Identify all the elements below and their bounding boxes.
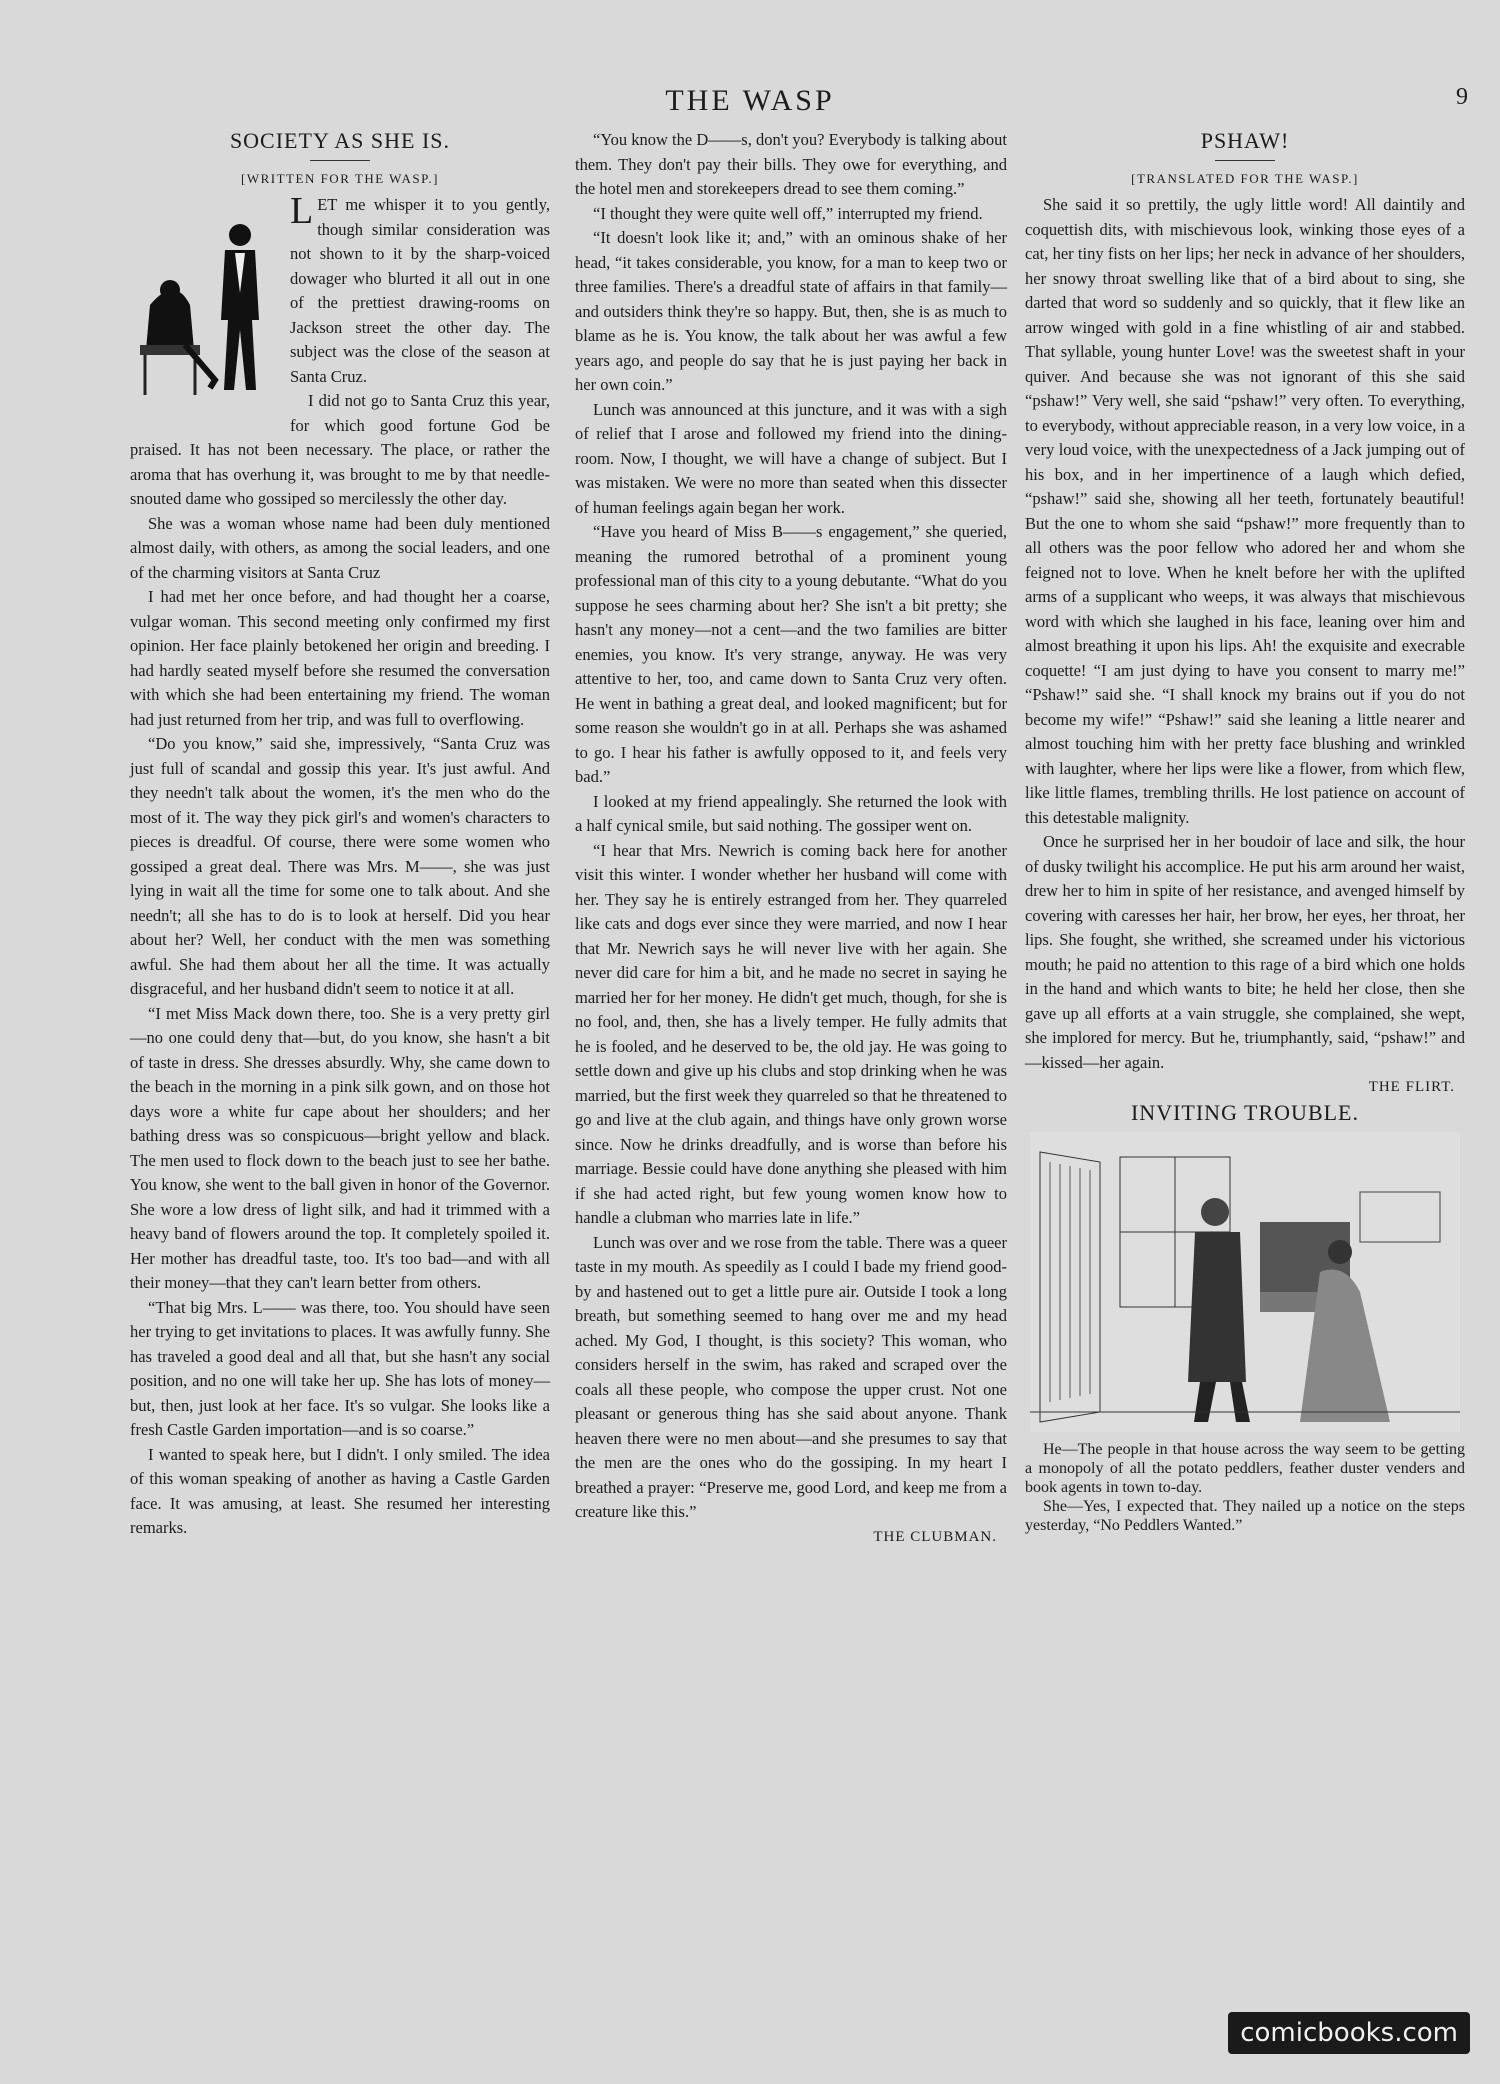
paragraph: I looked at my friend appealingly. She returned the look with a half cynical smile, but said nothing. The gossiper went on. <box>575 791 1007 835</box>
column-pshaw <box>1025 128 1465 1535</box>
paragraph: “That big Mrs. L—— was there, too. You should have seen her trying to get invitations to places. It was awfully funny. She has traveled a good deal and all that, but she hasn't any social position, and no one will take her up. She has lots of money—but, then, just look at her face. It's so vulgar. She looks like a fresh Castle Garden importation—and is so coarse.” <box>130 1297 550 1439</box>
article-signature: THE CLUBMAN. <box>873 1528 997 1545</box>
cartoon-illustration <box>1030 1132 1460 1432</box>
column-continued <box>575 128 1007 1546</box>
paragraph: She was a woman whose name had been duly mentioned almost daily, with others, as among the social leaders, and one of the charming visitors at Santa Cruz <box>130 513 550 582</box>
masthead: THE WASP <box>665 84 835 117</box>
gentlemen-illustration <box>130 195 280 410</box>
paragraph: “Have you heard of Miss B——s engagement,” she queried, meaning the rumored betrothal of a prominent young professional man of this city to a young debutante. “What do you suppose he sees charming about her? She isn't a bit pretty; she hasn't any money—not a cent—and the two families are bitter enemies, you know. It's very strange, anyway. He was very attentive to her, too, and came down to Santa Cruz very often. He went in bathing a great deal, and looked magnificent; but for some reason she wouldn't go in at all. Perhaps she was ashamed to go. I hear his father is awfully opposed to it, and feels very bad.” <box>575 522 1007 786</box>
article-signature: THE FLIRT. <box>1368 1079 1455 1095</box>
paragraph: I wanted to speak here, but I didn't. I only smiled. The idea of this woman speaking of another as having a Castle Garden face. It was amusing, at least. She resumed her interesting remarks. <box>130 1444 550 1537</box>
divider <box>310 160 370 161</box>
column-society <box>130 128 550 1541</box>
watermark: comicbooks.com <box>1228 2012 1470 2054</box>
paragraph: Once he surprised her in her boudoir of lace and silk, the hour of dusky twilight his accomplice. He put his arm around her waist, drew her to him in spite of her resistance, and avenged himself by covering with caresses her hair, her brow, her eyes, her throat, her lips. She fought, she writhed, she screamed under his victorious mouth; he paid no attention to this rage of a bird which one holds in the hand and which wants to bite; he held her close, then she gave up all efforts at a vain struggle, she complained, she wept, she implored for mercy. But he, triumphantly, said, “pshaw!” and—kissed—her again. <box>1025 832 1465 1072</box>
cartoon-title: INVITING TROUBLE. <box>1130 1100 1359 1125</box>
paragraph: “You know the D——s, don't you? Everybody is talking about them. They don't pay their bills. They owe for everything, and the hotel men and storekeepers dread to see them coming.” <box>575 130 1007 198</box>
paragraph: “I met Miss Mack down there, too. She is a very pretty girl—no one could deny that—but, do you know, she hasn't a bit of taste in dress. She dresses absurdly. Why, she came down to the beach in the morning in a pink silk gown, and on those hot days wore a white fur cape about her shoulders; and her bathing dress was so conspicuous—bright yellow and black. The men used to flock down to the beach just to see her bathe. You know, she went to the ball given in honor of the Governor. She wore a low dress of light silk, and had it trimmed with a heavy band of flowers around the top. It completely spoiled it. Her mother has dreadful taste, too. It's too bad—and with all their money—that they can't learn better from others. <box>130 1003 550 1292</box>
paragraph: Lunch was over and we rose from the table. There was a queer taste in my mouth. As speedily as I could I bade my friend good-by and hastened out to get a little pure air. Outside I took a long breath, but something seemed to hang over me and my head ached. My God, I thought, is this society? This woman, who considers herself in the swim, has raked and scraped over the coals all these people, who compose the upper crust. Not one pleasant or generous thing has she said about anyone. Thank heaven there were no men about—and she presumes to say that the men are the ones who do the gossiping. In my heart I breathed a prayer: “Preserve me, good Lord, and keep me from a creature like this.” <box>575 1232 1007 1521</box>
divider <box>1215 160 1275 161</box>
paragraph: I did not go to Santa Cruz this year, for which good fortune God be praised. It has not been necessary. The place, or rather the aroma that has overhung it, was brought to me by that needle-snouted dame who gossiped so mercilessly the other day. <box>130 391 550 508</box>
article-byline: [TRANSLATED FOR THE WASP.] <box>1131 171 1359 186</box>
article-title: PSHAW! <box>1200 128 1290 153</box>
cartoon-caption <box>1025 1440 1465 1535</box>
paragraph: “I hear that Mrs. Newrich is coming back here for another visit this winter. I wonder whether her husband will come with her. They say he is entirely estranged from her. They quarreled like cats and dogs ever since they were married, and now I hear that Mr. Newrich says he will never live with her again. She never did care for him a bit, and he made no secret in saying he married her for her money. He didn't get much, though, for she is no fool, and, then, she has a lively temper. He fully admits that he is fooled, and he deserved to be, the old jay. He was going to settle down and give up his clubs and stop drinking when he was married, but the first week they quarreled so that he threatened to go and live at the club again, and things have only grown worse since. Now he drinks dreadfully, and is worse than before his marriage. Bessie could have done anything she pleased with him if she had acted right, but few young women know how to handle a clubman who marries late in life.” <box>575 840 1007 1227</box>
paragraph: Lunch was announced at this juncture, and it was with a sigh of relief that I arose and followed my friend into the dining-room. Now, I thought, we will have a change of subject. But I was mistaken. We were no more than seated when this dissecter of human feelings again began her work. <box>575 399 1007 517</box>
page-number: 9 <box>1456 84 1468 110</box>
paragraph: I had met her once before, and had thought her a coarse, vulgar woman. This second meeting only confirmed my first opinion. Her face plainly betokened her origin and breeding. I had hardly seated myself before she resumed the conversation with which she had been entertaining my friend. The woman had just returned from her trip, and was full to overflowing. <box>130 587 550 729</box>
drop-cap: L <box>290 190 314 232</box>
paragraph: “I thought they were quite well off,” interrupted my friend. <box>593 203 983 223</box>
paragraph: “Do you know,” said she, impressively, “Santa Cruz was just full of scandal and gossip this year. It's just awful. And they needn't talk about the women, it's the men who do the most of it. The way they pick girl's and women's characters to pieces is dreadful. Of course, there were some women who gossiped a great deal. There was Mrs. M——, she was just lying in wait all the time for some one to talk about. And she needn't; all she has to do is to look at herself. Did you hear about her? Well, her conduct with the men was something awful. She had them about her all the time. It was actually disgraceful, and her husband didn't seem to notice it at all. <box>130 734 550 998</box>
caption-line: She—Yes, I expected that. They nailed up a notice on the steps yesterday, “No Peddlers Wanted.” <box>1025 1498 1465 1534</box>
paragraph: “It doesn't look like it; and,” with an ominous shake of her head, “it takes considerable, you know, for a man to keep two or three families. There's a dreadful state of affairs in that family—and outsiders think they're so happy. But, then, she is as much to blame as he is. You know, the talk about her was awful a few years ago, and people do say that he is just paying her back in her own coin.” <box>575 228 1007 394</box>
paragraph: ET me whisper it to you gently, though similar consideration was not shown to it by the sharp-voiced dowager who blurted it all out in one of the prettiest drawing-rooms on Jackson street the other day. The subject was the close of the season at Santa Cruz. <box>290 195 550 386</box>
caption-line: He—The people in that house across the way seem to be getting a monopoly of all the potato peddlers, feather duster venders and book agents in town to-day. <box>1025 1441 1465 1496</box>
paragraph: She said it so prettily, the ugly little word! All daintily and coquettish dits, with mischievous look, winking those eyes of a cat, her tiny fists on her lips; her neck in advance of her shoulders, her snowy throat swelling like that of a bird about to sing, she darted that word so suddenly and so quickly, that it flew like an arrow winged with gold in a fine whistling of air and stabbed. That syllable, young hunter Love! was the sweetest shaft in your quiver. And because she was not ignorant of this she said “pshaw!” Very well, she said “pshaw!” very often. To everything, to everybody, without appreciable reason, in a very low voice, in a very loud voice, with the unexpectedness of a Jack jumping out of his box, and in her impertinence of a laugh which defied, “pshaw!” said she, showing all her teeth, fortunately beautiful! But the one to whom she said “pshaw!” more frequently than to all others was the poor fellow who adored her and whom she feigned not to love. When he knelt before her with the uplifted arms of a supplicant who weeps, it was always that mischievous word with which she laughed in his face, leaning over him and almost breathing it upon his lips. Ah! the exquisite and execrable coquette! “I am just dying to have you consent to marry me!” “Pshaw!” said she. “I shall knock my brains out if you do not become my wife!” “Pshaw!” said she leaning a little nearer and almost touching him with her pretty face blushing and wrinkled with laughter, where her lips were like a flower, from which flew, like little flames, trembling thrills. He lost patience on account of this detestable malignity. <box>1025 195 1465 827</box>
article-byline: [WRITTEN FOR THE WASP.] <box>241 171 439 186</box>
article-title: SOCIETY AS SHE IS. <box>229 128 451 153</box>
